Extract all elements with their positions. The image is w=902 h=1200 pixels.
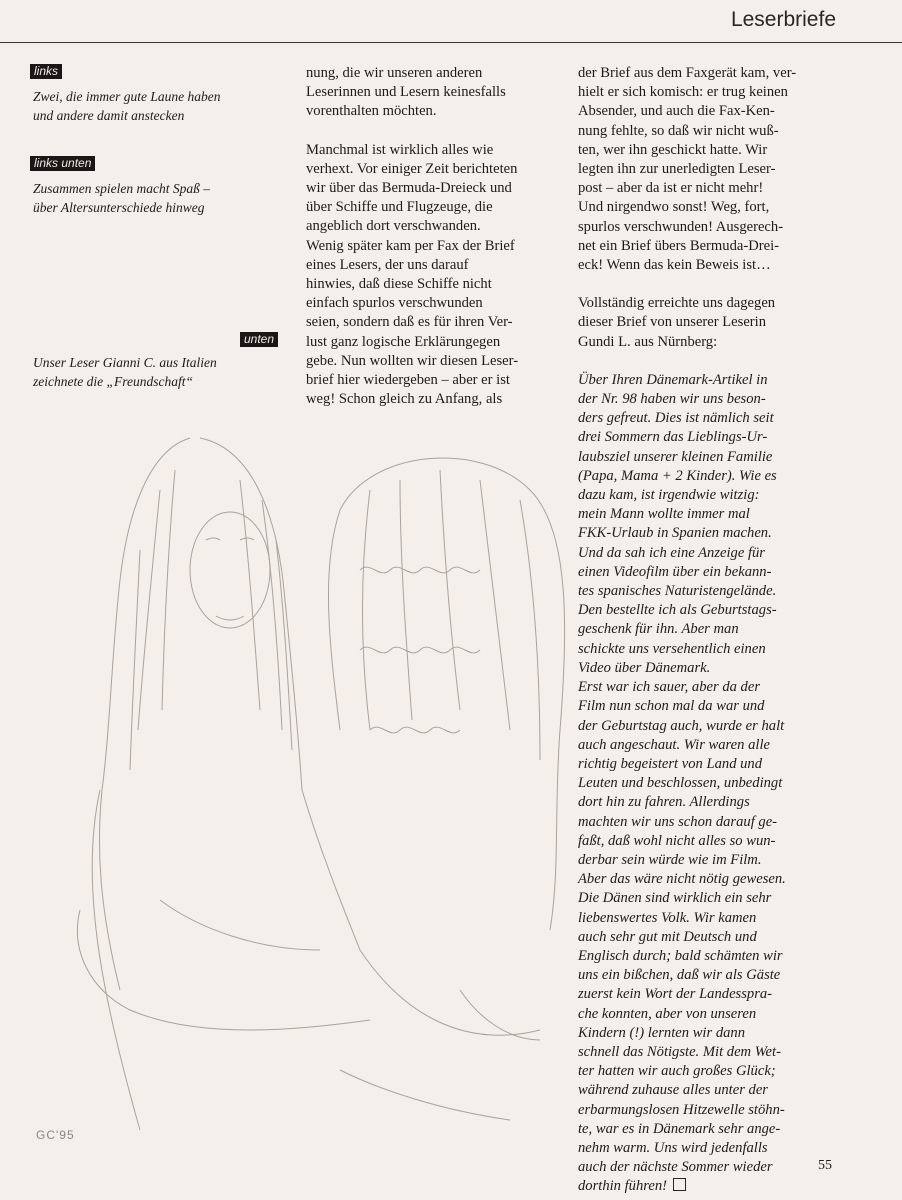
artist-signature: GC'95 xyxy=(36,1128,75,1142)
caption-text-unten: Unser Leser Gianni C. aus Italien zeichnete die „Freundschaft“ xyxy=(33,355,217,389)
friendship-illustration xyxy=(40,430,570,1150)
section-title: Leserbriefe xyxy=(730,8,836,31)
article-paragraph: nung, die wir unseren anderen Leserinnen und Lesern keinesfalls vorenthalten möchten. xyxy=(306,65,506,120)
end-of-article-box-icon xyxy=(673,1178,686,1191)
reader-letter-text: Über Ihren Dänemark-Artikel in der Nr. 98 haben wir uns beson- ders gefreut. Dies ist nämlich seit drei Sommern das Lieblings-Ur- laubsziel unserer kleinen Familie (Papa, Mama + 2 Kinder). Wie es dazu kam, ist irgendwie witzig: mein Mann wollte immer mal FKK-Urlaub in Spanien machen. Und da sah ich eine Anzeige für einen Videofilm über ein bekann- tes spanisches Naturistengelände. Den bestellte ich als Geburtstags- geschenk für ihn. Aber man schickte uns versehentlich einen Video über Dänemark. Erst war ich sauer, aber da der Film nun schon mal da war und der Geburtstag auch, wurde er halt auch angeschaut. Wir waren alle richtig begeistert von Land und Leuten und beschlossen, unbedingt dort hin zu fahren. Allerdings machten wir uns schon darauf ge- faßt, daß wohl nicht alles so wun- derbar sein würde wie im Film. Aber das wäre nicht nötig gewesen. Die Dänen sind wirklich ein sehr liebenswertes Volk. Wir kamen auch sehr gut mit Deutsch und Englisch durch; bald schämten wir uns ein bißchen, daß wir als Gäste zuerst kein Wort der Landesspra- che konnten, aber von unseren Kindern (!) lernten wir dann schnell das Nötigste. Mit dem Wet- ter hatten wir auch großes Glück; während zuhause alles unter der erbarmungslosen Hitzewelle stöhn- te, war es in Dänemark sehr ange- nehm warm. Uns wird jedenfalls auch der nächste Sommer wieder dorthin führen! xyxy=(578,371,786,1195)
caption-tag-links: links xyxy=(30,64,62,79)
header-rule xyxy=(0,42,902,43)
page-number: 55 xyxy=(818,1158,832,1173)
article-column-middle xyxy=(306,64,566,409)
caption-text-links-unten: Zusammen spielen macht Spaß – über Altersunterschiede hinweg xyxy=(33,181,210,215)
article-paragraph: Manchmal ist wirklich alles wie verhext. Vor einiger Zeit berichteten wir über das Bermuda-Dreieck und über Schiffe und Flugzeuge, die angeblich dort verschwanden. Wenig später kam per Fax der Brief eines Lesers, der uns darauf hinwies, daß diese Schiffe nicht einfach spurlos verschwunden seien, sondern daß es für ihren Ver- lust ganz logische Erklärungegen gebe. Nun wollten wir diesen Leser- brief hier wiedergeben – aber er ist weg! Schon gleich zu Anfang, als xyxy=(306,141,519,408)
reader-letter xyxy=(578,371,863,1197)
right-figure-curls xyxy=(340,458,565,930)
article-column-right xyxy=(578,64,863,1197)
figure-bodies xyxy=(77,790,540,1130)
left-figure-hair-outline-right xyxy=(200,438,302,790)
caption-tag-links-unten: links unten xyxy=(30,156,95,171)
left-figure-hair-outline xyxy=(99,438,190,990)
article-paragraph: Vollständig erreichte uns dagegen dieser Brief von unserer Leserin Gundi L. aus Nürnberg: xyxy=(578,295,776,350)
caption-text-links: Zwei, die immer gute Laune haben und andere damit anstecken xyxy=(33,89,221,123)
page-header xyxy=(0,0,902,44)
article-paragraph: der Brief aus dem Faxgerät kam, ver- hielt er sich komisch: er trug keinen Absender, und auch die Fax-Ken- nung fehlte, so daß wir nicht wuß- ten, wer ihn geschickt hatte. Wir legten ihn zur unerledigten Leser- post – aber da ist er nicht mehr! Und nirgendwo sonst! Weg, fort, spurlos verschwunden! Ausgerech- net ein Brief übers Bermuda-Drei- eck! Wenn das kein Beweis ist… xyxy=(578,65,797,274)
caption-tag-unten: unten xyxy=(240,332,278,347)
left-figure-face xyxy=(190,512,270,628)
